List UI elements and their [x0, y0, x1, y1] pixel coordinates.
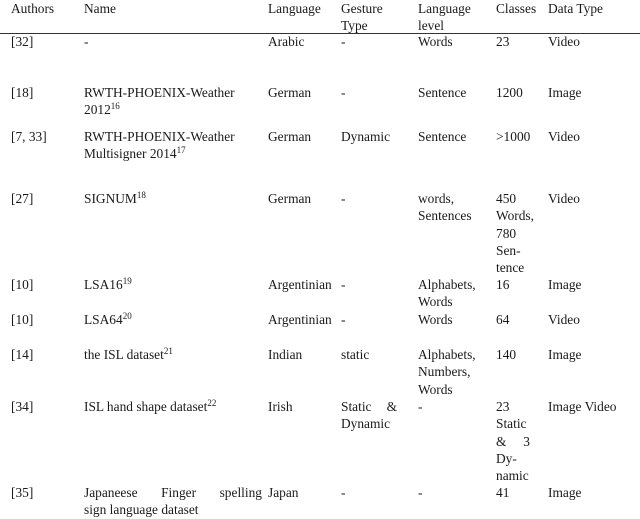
- cell-language-level: Sentence: [418, 129, 467, 144]
- header-data-type: Data Type: [548, 1, 603, 16]
- cell-name: Japaneese Finger spelling sign language dataset: [84, 485, 262, 518]
- cell-classes: 1200: [496, 85, 523, 100]
- footnote-marker: 19: [122, 276, 132, 286]
- cell-language-level: Alphabets, Numbers, Words: [418, 347, 476, 397]
- footnote-marker: 20: [122, 311, 132, 321]
- cell-gesture-type: Dynamic: [341, 129, 391, 144]
- cell-authors: [27]: [11, 191, 34, 206]
- cell-gesture-type: Static & Dynamic: [341, 399, 397, 432]
- cell-gesture-type: -: [341, 485, 346, 500]
- cell-language-level: Words: [418, 312, 453, 327]
- cell-classes: 140: [496, 347, 517, 362]
- cell-name: $LSA64^{20}$: [84, 311, 132, 327]
- footnote-marker: 21: [163, 346, 173, 356]
- cell-language: Indian: [268, 347, 303, 362]
- footnote-marker: 22: [207, 398, 217, 408]
- cell-language: Argentinian: [268, 277, 332, 292]
- cell-authors: [10]: [11, 312, 34, 327]
- cell-authors: [32]: [11, 34, 34, 49]
- header-name: Name: [84, 1, 116, 16]
- cell-name: $LSA16^{19}$: [84, 276, 132, 292]
- cell-language-level: words, Sentences: [418, 191, 472, 224]
- footnote-marker: 17: [176, 145, 186, 156]
- cell-gesture-type: static: [341, 347, 370, 362]
- header-classes: Classes: [496, 1, 537, 16]
- header-gesture-type: Gesture Type: [341, 1, 383, 34]
- cell-data-type: Video: [548, 129, 580, 144]
- cell-language: German: [268, 129, 312, 144]
- cell-authors: [7, 33]: [11, 129, 47, 144]
- cell-gesture-type: -: [341, 34, 346, 49]
- cell-name: SIGNUM$^{18}$: [84, 190, 146, 206]
- cell-language-level: -: [418, 485, 423, 500]
- cell-name: the ISL dataset$^{21}$: [84, 346, 173, 362]
- cell-classes: 450 Words, 780 Sen- tence: [496, 191, 534, 276]
- cell-classes: 41: [496, 485, 510, 500]
- cell-name: RWTH-PHOENIX-Weather Multisigner 2014$^{17}$: [84, 129, 235, 162]
- cell-data-type: Image: [548, 485, 582, 500]
- cell-name: RWTH-PHOENIX-Weather 2012$^{16}$: [84, 85, 235, 118]
- cell-language-level: -: [418, 399, 423, 414]
- cell-classes: 23 Static & 3 Dy- namic: [496, 399, 530, 484]
- cell-language-level: Sentence: [418, 85, 467, 100]
- cell-gesture-type: -: [341, 85, 346, 100]
- cell-data-type: Image: [548, 347, 582, 362]
- cell-name: -: [84, 34, 89, 49]
- footnote-marker: 16: [110, 101, 120, 112]
- header-authors: Authors: [11, 1, 55, 16]
- header-language: Language: [268, 1, 321, 16]
- cell-classes: 23: [496, 34, 510, 49]
- cell-data-type: Video: [548, 312, 580, 327]
- cell-language: German: [268, 85, 312, 100]
- cell-language: Arabic: [268, 34, 305, 49]
- cell-data-type: Image: [548, 277, 582, 292]
- cell-name: ISL hand shape dataset$^{22}$: [84, 398, 217, 414]
- cell-data-type: Image Video: [548, 399, 617, 414]
- cell-authors: [35]: [11, 485, 34, 500]
- cell-language-level: Alphabets, Words: [418, 277, 476, 310]
- cell-gesture-type: -: [341, 191, 346, 206]
- cell-authors: [18]: [11, 85, 34, 100]
- cell-gesture-type: -: [341, 312, 346, 327]
- cell-authors: [34]: [11, 399, 34, 414]
- cell-data-type: Video: [548, 34, 580, 49]
- cell-classes: 64: [496, 312, 510, 327]
- cell-authors: [14]: [11, 347, 34, 362]
- cell-language: Japan: [268, 485, 299, 500]
- cell-classes: >1000: [496, 129, 531, 144]
- cell-language: Argentinian: [268, 312, 332, 327]
- cell-language-level: Words: [418, 34, 453, 49]
- header-language-level: Language level: [418, 1, 471, 34]
- footnote-marker: 18: [136, 190, 146, 200]
- cell-data-type: Video: [548, 191, 580, 206]
- cell-data-type: Image: [548, 85, 582, 100]
- cell-language: Irish: [268, 399, 293, 414]
- cell-authors: [10]: [11, 277, 34, 292]
- cell-classes: 16: [496, 277, 510, 292]
- cell-language: German: [268, 191, 312, 206]
- cell-gesture-type: -: [341, 277, 346, 292]
